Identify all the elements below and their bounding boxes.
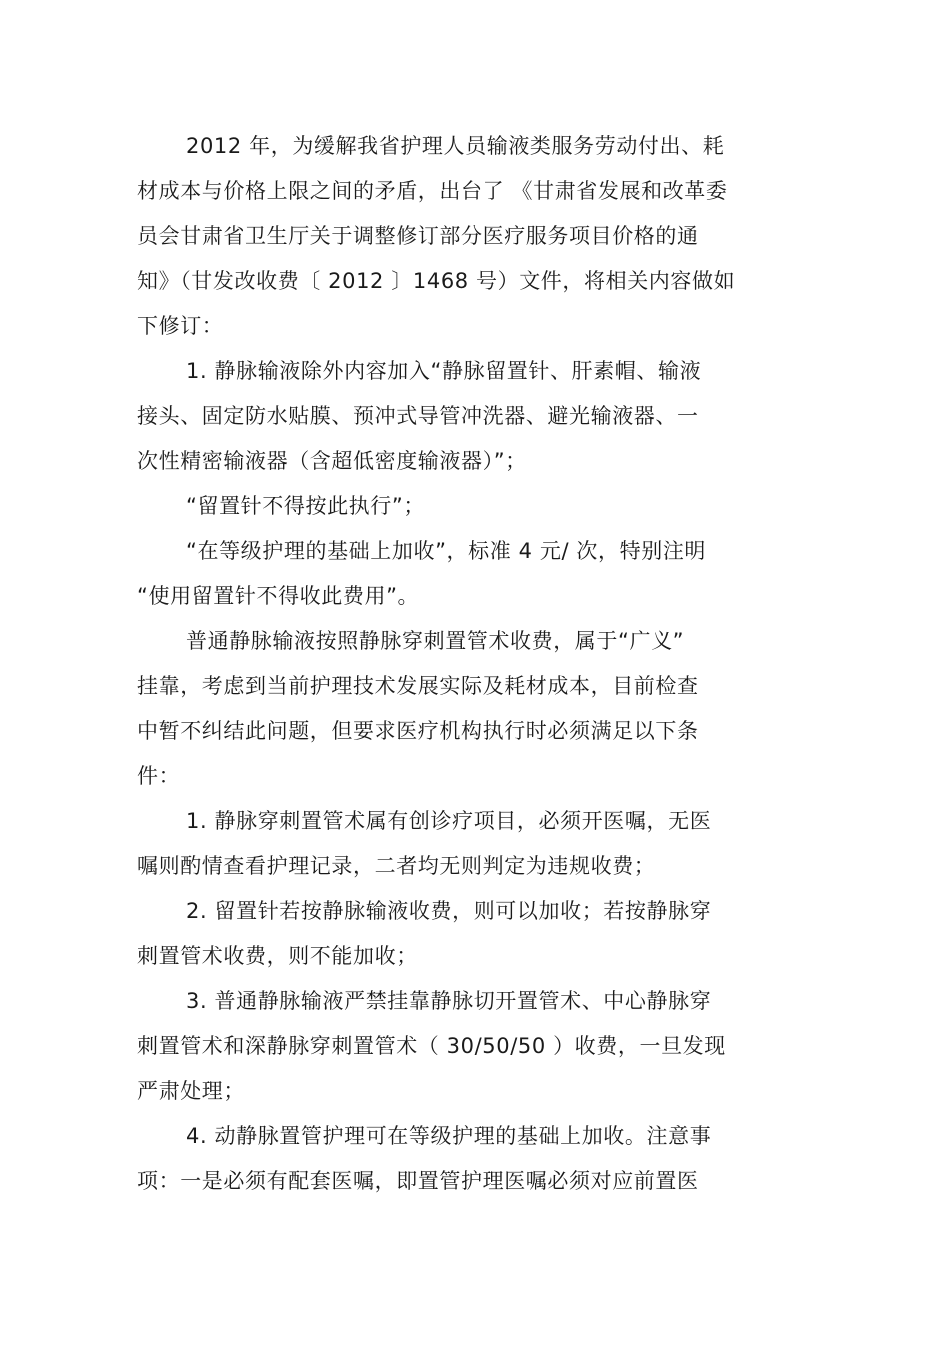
text-line-24: 项：一是必须有配套医嘱，即置管护理医嘱必须对应前置医 [137,1169,699,1193]
text-line-3: 员会甘肃省卫生厅关于调整修订部分医疗服务项目价格的通 [137,224,699,248]
text-line-2: 材成本与价格上限之间的矛盾，出台了 《甘肃省发展和改革委 [137,179,728,203]
text-line-8: 次性精密输液器（含超低密度输液器）”； [137,449,527,473]
text-line-14: 中暂不纠结此问题，但要求医疗机构执行时必须满足以下条 [137,719,699,743]
text-line-16: 1. 静脉穿刺置管术属有创诊疗项目，必须开医嘱，无医 [186,809,712,833]
text-line-1: 2012 年，为缓解我省护理人员输液类服务劳动付出、耗 [186,134,725,158]
text-line-18: 2. 留置针若按静脉输液收费，则可以加收；若按静脉穿 [186,899,712,923]
text-line-21: 刺置管术和深静脉穿刺置管术（ 30/50/50 ）收费，一旦发现 [137,1034,726,1058]
text-line-11: “使用留置针不得收此费用”。 [137,584,420,608]
text-line-13: 挂靠，考虑到当前护理技术发展实际及耗材成本，目前检查 [137,674,699,698]
text-line-10: “在等级护理的基础上加收”，标准 4 元/ 次，特别注明 [186,539,707,563]
text-line-20: 3. 普通静脉输液严禁挂靠静脉切开置管术、中心静脉穿 [186,989,712,1013]
text-line-23: 4. 动静脉置管护理可在等级护理的基础上加收。注意事 [186,1124,712,1148]
text-line-15: 件： [137,764,181,788]
text-line-9: “留置针不得按此执行”； [186,494,425,518]
text-line-19: 刺置管术收费，则不能加收； [137,944,418,968]
text-line-7: 接头、固定防水贴膜、预冲式导管冲洗器、避光输液器、一 [137,404,699,428]
text-line-22: 严肃处理； [137,1079,245,1103]
text-line-17: 嘱则酌情查看护理记录，二者均无则判定为违规收费； [137,854,656,878]
text-line-12: 普通静脉输液按照静脉穿刺置管术收费，属于“广义” [186,629,685,653]
text-line-5: 下修订： [137,314,224,338]
text-line-4: 知》（甘发改收费〔 2012 〕1468 号）文件，将相关内容做如 [137,269,736,293]
text-line-6: 1. 静脉输液除外内容加入“静脉留置针、肝素帽、输液 [186,359,702,383]
